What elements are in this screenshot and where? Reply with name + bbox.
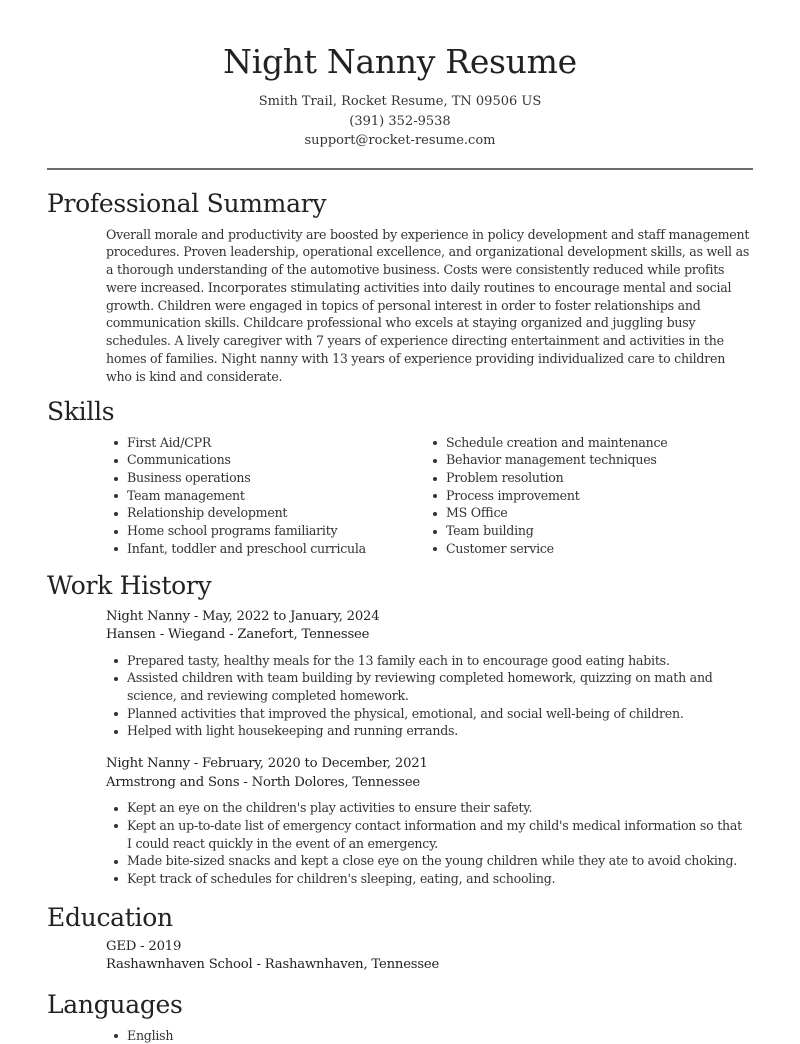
section-title-languages: Languages	[47, 989, 183, 1019]
skill-item: Business operations	[106, 469, 425, 487]
education-entry	[106, 938, 800, 975]
address: Smith Trail, Rocket Resume, TN 09506 US	[258, 94, 542, 109]
section-title-education: Education	[47, 902, 173, 932]
education-section	[0, 902, 800, 975]
skill-item: Relationship development	[106, 504, 425, 522]
job-company-location: Hansen - Wiegand - Zanefort, Tennessee	[106, 627, 370, 643]
phone: (391) 352-9538	[349, 113, 451, 129]
skill-item: Problem resolution	[425, 469, 744, 487]
skill-item: Behavior management techniques	[425, 451, 744, 469]
job-duty: Kept an up-to-date list of emergency contact information and my child's medical information so that I could react quickly in the event of an emergency.	[106, 817, 750, 852]
job-title-dates: Night Nanny - February, 2020 to December, 2021	[106, 756, 428, 772]
skills-section	[0, 396, 800, 558]
section-title-summary: Professional Summary	[47, 188, 327, 218]
job-duty: Made bite-sized snacks and kept a close eye on the young children while they ate to avoid choking.	[106, 852, 750, 870]
job-duty: Assisted children with team building by reviewing completed homework, quizzing on math and science, and reviewing completed homework.	[106, 669, 750, 704]
job-duty: Helped with light housekeeping and running errands.	[106, 722, 750, 740]
work-history-section	[0, 570, 800, 888]
job-duties	[106, 799, 750, 888]
skill-item: Customer service	[425, 540, 744, 558]
contact-info	[0, 92, 800, 151]
skills-list-right	[425, 434, 744, 558]
languages-section	[0, 989, 800, 1044]
job-entry	[106, 755, 750, 888]
skill-item: MS Office	[425, 504, 744, 522]
degree-year: GED - 2019	[106, 938, 182, 954]
job-duty: Planned activities that improved the physical, emotional, and social well-being of children.	[106, 705, 750, 723]
professional-summary-section	[0, 188, 800, 386]
skills-columns	[106, 434, 800, 558]
email: support@rocket-resume.com	[304, 133, 496, 148]
section-title-skills: Skills	[47, 396, 115, 426]
school-location: Rashawnhaven School - Rashawnhaven, Tennessee	[106, 957, 440, 973]
skill-item: Communications	[106, 451, 425, 469]
skill-item: Process improvement	[425, 487, 744, 505]
job-duty: Kept track of schedules for children's sleeping, eating, and schooling.	[106, 870, 750, 888]
skill-item: Schedule creation and maintenance	[425, 434, 744, 452]
skill-item: Infant, toddler and preschool curricula	[106, 540, 425, 558]
skill-item: Team management	[106, 487, 425, 505]
job-title-dates: Night Nanny - May, 2022 to January, 2024	[106, 608, 380, 624]
job-duty: Prepared tasty, healthy meals for the 13 family each in to encourage good eating habits.	[106, 652, 750, 670]
job-entry	[106, 608, 750, 741]
resume-header	[0, 0, 800, 151]
skill-item: Home school programs familiarity	[106, 522, 425, 540]
skills-list-left	[106, 434, 425, 558]
job-duties	[106, 652, 750, 741]
section-title-work-history: Work History	[47, 570, 212, 600]
summary-text: Overall morale and productivity are boosted by experience in policy development and staff management procedures. Proven leadership, operational excellence, and organizational development skills, as well as a thorough understanding of the automotive business. Costs were consistently reduced while profits were increased. Incorporates stimulating activities into daily routines to encourage mental and social growth. Children were engaged in topics of personal interest in order to foster relationships and communication skills. Childcare professional who excels at staying organized and juggling busy schedules. A lively caregiver with 7 years of experience directing entertainment and activities in the homes of families. Night nanny with 13 years of experience providing individualized care to children who is kind and considerate.	[106, 226, 750, 384]
skill-item: Team building	[425, 522, 744, 540]
language-item: English	[106, 1027, 800, 1044]
resume-title: Night Nanny Resume	[223, 42, 577, 81]
header-divider	[47, 168, 753, 170]
job-duty: Kept an eye on the children's play activities to ensure their safety.	[106, 799, 750, 817]
job-company-location: Armstrong and Sons - North Dolores, Tennessee	[106, 774, 421, 790]
skill-item: First Aid/CPR	[106, 434, 425, 452]
languages-list	[106, 1027, 800, 1044]
